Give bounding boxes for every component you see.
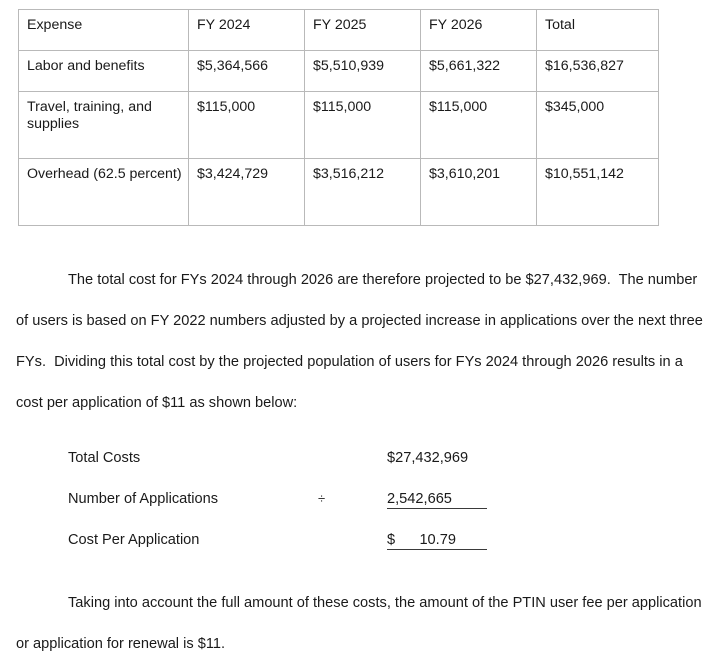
table-cell-expense: Labor and benefits <box>19 51 189 92</box>
paragraph-total-cost: The total cost for FYs 2024 through 2026 are therefore projected to be $27,432,969. The number of users is based on FY 2022 numbers adjusted by a projected increase in applications over the next three FYs. Dividing this total cost by the projected population of users for FYs 2024 through 2026 results in a cost per application of $11 as shown below: <box>16 271 707 411</box>
table-cell-fy2026: $3,610,201 <box>421 159 537 226</box>
table-cell-fy2025: $3,516,212 <box>305 159 421 226</box>
table-header-fy2026: FY 2026 <box>421 10 537 51</box>
table-cell-total: $10,551,142 <box>537 159 659 226</box>
table-cell-fy2024: $3,424,729 <box>189 159 305 226</box>
table-cell-fy2026: $5,661,322 <box>421 51 537 92</box>
division-operator-icon: ÷ <box>318 491 326 506</box>
table-row <box>19 51 659 92</box>
table-cell-total: $345,000 <box>537 92 659 159</box>
calculation-label: Total Costs <box>68 450 141 466</box>
calculation-value: $27,432,969 <box>387 450 469 466</box>
table-cell-fy2024: $5,364,566 <box>189 51 305 92</box>
table-header-fy2024: FY 2024 <box>189 10 305 51</box>
table-cell-fy2025: $5,510,939 <box>305 51 421 92</box>
table-cell-total: $16,536,827 <box>537 51 659 92</box>
table-cell-expense: Overhead (62.5 percent) <box>19 159 189 226</box>
calculation-label: Cost Per Application <box>68 532 200 548</box>
table-header-fy2025: FY 2025 <box>305 10 421 51</box>
table-cell-expense: Travel, training, and supplies <box>19 92 189 159</box>
calculation-value: 2,542,665 <box>387 491 487 509</box>
table-header-total: Total <box>537 10 659 51</box>
table-header-row <box>19 10 659 51</box>
cost-per-application-calculation <box>68 450 628 573</box>
table-header-expense: Expense <box>19 10 189 51</box>
calculation-label: Number of Applications <box>68 491 219 507</box>
paragraph-taking-into-account: Taking into account the full amount of these costs, the amount of the PTIN user fee per application or application for renewal is $11. <box>16 594 706 652</box>
calculation-row-cost-per-application <box>68 532 628 573</box>
calculation-row-number-of-applications <box>68 491 628 532</box>
table-cell-fy2026: $115,000 <box>421 92 537 159</box>
calculation-row-total-costs <box>68 450 628 491</box>
table-cell-fy2024: $115,000 <box>189 92 305 159</box>
table-cell-fy2025: $115,000 <box>305 92 421 159</box>
table-row <box>19 159 659 226</box>
table-row <box>19 92 659 159</box>
expense-cost-table <box>18 9 659 226</box>
calculation-value: $ 10.79 <box>387 532 487 550</box>
